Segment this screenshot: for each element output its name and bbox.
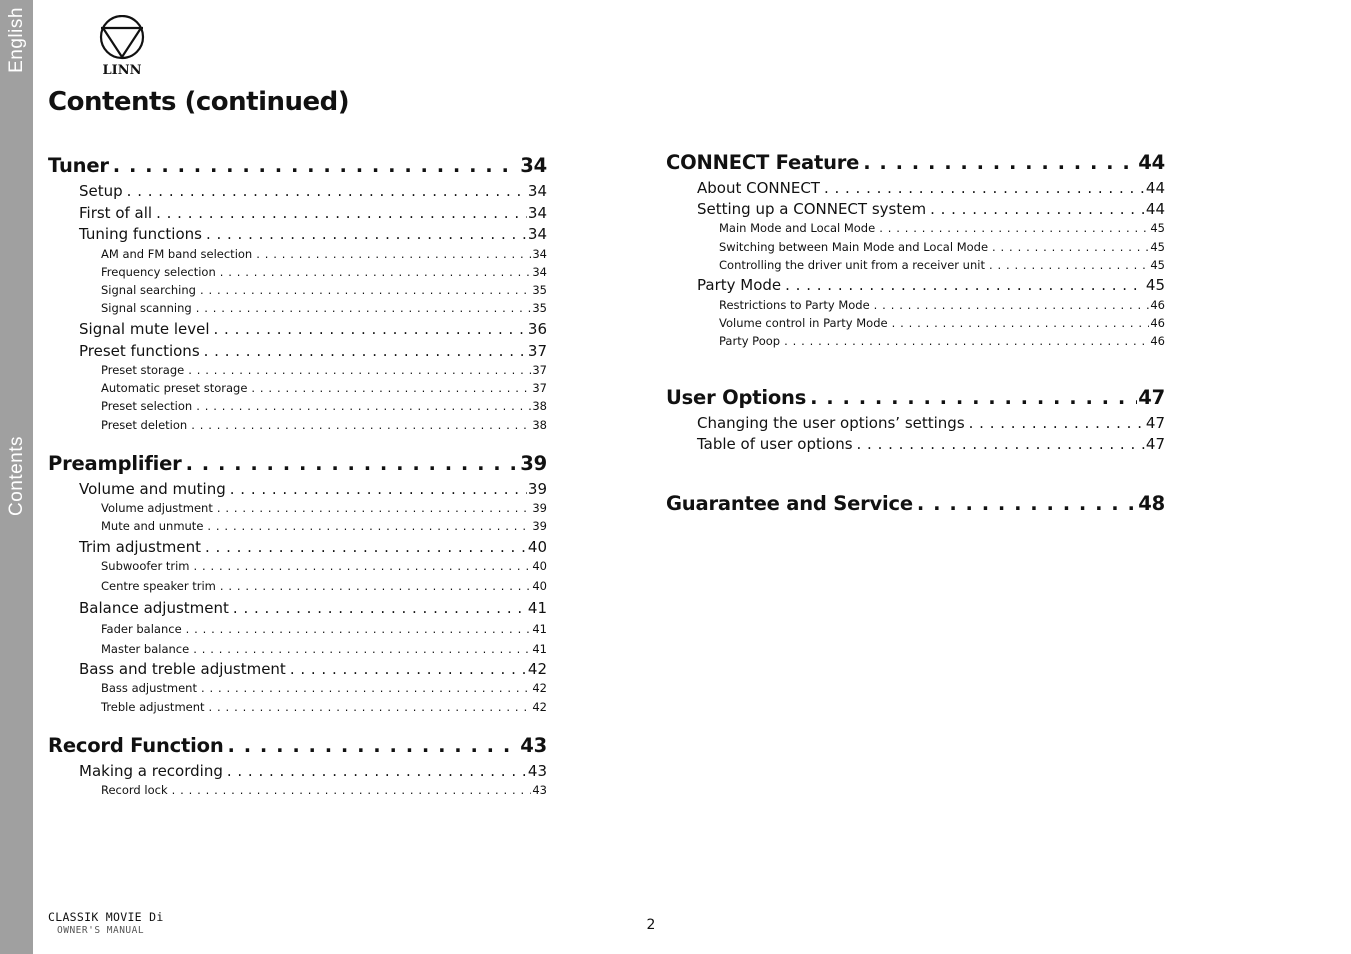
toc-leader-dots	[207, 521, 531, 533]
toc-leader-dots	[196, 303, 532, 315]
toc-page-number: 44	[1145, 179, 1165, 197]
toc-label: Tuning functions	[79, 225, 202, 243]
toc-label: Bass adjustment	[101, 681, 197, 695]
toc-leader-dots	[863, 153, 1137, 173]
toc-page-number: 44	[1145, 200, 1165, 218]
toc-leader-dots	[214, 322, 527, 337]
toc-subentry[interactable]	[101, 365, 547, 377]
toc-leader-dots	[228, 736, 520, 756]
toc-subentry[interactable]	[101, 561, 547, 573]
toc-leader-dots	[204, 344, 527, 359]
toc-label: Guarantee and Service	[666, 492, 913, 515]
toc-leader-dots	[810, 388, 1137, 408]
toc-leader-dots	[785, 278, 1145, 293]
toc-subentry[interactable]	[101, 267, 547, 279]
toc-leader-dots	[191, 420, 531, 432]
toc-label: User Options	[666, 386, 807, 409]
toc-label: Switching between Main Mode and Local Mode	[719, 240, 989, 254]
toc-entry[interactable]	[79, 764, 547, 779]
toc-entry[interactable]	[79, 540, 547, 555]
toc-entry[interactable]	[79, 482, 547, 497]
toc-subentry[interactable]	[101, 702, 547, 714]
toc-subentry[interactable]	[101, 383, 547, 395]
toc-leader-dots	[205, 540, 527, 555]
toc-label: Main Mode and Local Mode	[719, 221, 876, 235]
toc-page-number: 39	[532, 519, 547, 533]
toc-page-number: 47	[1145, 414, 1165, 432]
toc-label: Party Mode	[697, 276, 782, 294]
toc-label: Mute and unmute	[101, 519, 204, 533]
toc-label: Master balance	[101, 642, 190, 656]
toc-subentry[interactable]	[719, 318, 1165, 330]
toc-leader-dots	[201, 683, 531, 695]
toc-leader-dots	[188, 365, 531, 377]
toc-leader-dots	[989, 260, 1149, 272]
toc-label: Changing the user options’ settings	[697, 414, 965, 432]
toc-page-number: 37	[532, 363, 547, 377]
sidebar-tab-language[interactable]: English	[6, 7, 27, 73]
toc-page-number: 47	[1138, 386, 1165, 409]
toc-leader-dots	[127, 184, 527, 199]
toc-leader-dots	[233, 601, 527, 616]
toc-label: Preset functions	[79, 342, 200, 360]
toc-entry[interactable]	[79, 322, 547, 337]
toc-page-number: 39	[527, 480, 547, 498]
toc-subentry[interactable]	[719, 223, 1165, 235]
toc-label: Volume and muting	[79, 480, 226, 498]
toc-label: Volume control in Party Mode	[719, 316, 888, 330]
toc-label: Party Poop	[719, 334, 781, 348]
toc-page-number: 39	[520, 452, 547, 475]
toc-leader-dots	[874, 300, 1150, 312]
toc-leader-dots	[784, 336, 1149, 348]
toc-label: Preset selection	[101, 399, 193, 413]
toc-page-number: 41	[527, 599, 547, 617]
toc-page-number: 43	[520, 734, 547, 757]
toc-leader-dots	[824, 181, 1145, 196]
toc-entry[interactable]	[697, 416, 1165, 431]
toc-leader-dots	[892, 318, 1150, 330]
toc-leader-dots	[969, 416, 1145, 431]
toc-page-number: 34	[527, 204, 547, 222]
toc-leader-dots	[930, 202, 1145, 217]
toc-label: AM and FM band selection	[101, 247, 253, 261]
toc-entry[interactable]	[79, 601, 547, 616]
toc-subentry[interactable]	[101, 785, 547, 797]
toc-page-number: 34	[527, 225, 547, 243]
toc-label: Treble adjustment	[101, 700, 205, 714]
toc-page-number: 35	[532, 301, 547, 315]
toc-entry[interactable]	[697, 278, 1165, 293]
toc-entry[interactable]	[79, 344, 547, 359]
toc-entry[interactable]	[79, 184, 547, 199]
toc-label: Centre speaker trim	[101, 579, 216, 593]
toc-label: Signal mute level	[79, 320, 210, 338]
toc-page-number: 40	[527, 538, 547, 556]
toc-leader-dots	[992, 242, 1149, 254]
toc-subentry[interactable]	[101, 624, 547, 636]
toc-leader-dots	[879, 223, 1149, 235]
toc-leader-dots	[172, 785, 532, 797]
toc-page-number: 45	[1150, 221, 1165, 235]
toc-leader-dots	[200, 285, 531, 297]
toc-label: Fader balance	[101, 622, 182, 636]
toc-label: Trim adjustment	[79, 538, 201, 556]
toc-label: Balance adjustment	[79, 599, 229, 617]
toc-subentry[interactable]	[101, 249, 547, 261]
toc-label: Volume adjustment	[101, 501, 213, 515]
toc-label: Table of user options	[697, 435, 853, 453]
toc-label: Restrictions to Party Mode	[719, 298, 870, 312]
toc-page-number: 34	[532, 265, 547, 279]
page-number: 2	[646, 917, 656, 933]
toc-label: Making a recording	[79, 762, 223, 780]
toc-leader-dots	[230, 482, 527, 497]
toc-page-number: 41	[532, 642, 547, 656]
toc-page-number: 45	[1145, 276, 1165, 294]
toc-page-number: 38	[532, 399, 547, 413]
toc-subentry[interactable]	[101, 521, 547, 533]
toc-label: Setting up a CONNECT system	[697, 200, 927, 218]
toc-page-number: 37	[532, 381, 547, 395]
toc-page-number: 44	[1138, 151, 1165, 174]
toc-label: Record lock	[101, 783, 168, 797]
toc-page-number: 40	[532, 559, 547, 573]
toc-page-number: 47	[1145, 435, 1165, 453]
toc-page-number: 34	[532, 247, 547, 261]
toc-page-number: 41	[532, 622, 547, 636]
toc-page-number: 42	[532, 700, 547, 714]
toc-leader-dots	[256, 249, 531, 261]
toc-page-number: 42	[532, 681, 547, 695]
toc-page-number: 42	[527, 660, 547, 678]
toc-subentry[interactable]	[101, 644, 547, 656]
toc-page-number: 46	[1150, 298, 1165, 312]
toc-section[interactable]	[48, 454, 547, 474]
toc-section[interactable]	[666, 153, 1165, 173]
toc-leader-dots	[917, 494, 1137, 514]
toc-page-number: 46	[1150, 334, 1165, 348]
toc-label: Frequency selection	[101, 265, 216, 279]
toc-label: Preset storage	[101, 363, 185, 377]
logo-text: LINN	[102, 63, 142, 77]
toc-entry[interactable]	[79, 227, 547, 242]
toc-label: Signal scanning	[101, 301, 192, 315]
toc-page-number: 43	[532, 783, 547, 797]
toc-page-number: 36	[527, 320, 547, 338]
toc-subentry[interactable]	[101, 303, 547, 315]
toc-leader-dots	[217, 503, 532, 515]
linn-logo	[97, 15, 147, 77]
toc-page-number: 40	[532, 579, 547, 593]
toc-leader-dots	[193, 644, 531, 656]
toc-section[interactable]	[666, 494, 1165, 514]
toc-page-number: 45	[1150, 258, 1165, 272]
toc-label: Bass and treble adjustment	[79, 660, 286, 678]
toc-label: Controlling the driver unit from a receiver unit	[719, 258, 985, 272]
toc-label: Setup	[79, 182, 123, 200]
toc-subentry[interactable]	[719, 300, 1165, 312]
footer-manual: OWNER'S MANUAL	[57, 925, 145, 936]
toc-entry[interactable]	[697, 202, 1165, 217]
toc-section[interactable]	[48, 736, 547, 756]
toc-page-number: 46	[1150, 316, 1165, 330]
toc-section[interactable]	[666, 388, 1165, 408]
linn-logo-icon	[97, 15, 147, 77]
toc-label: CONNECT Feature	[666, 151, 860, 174]
toc-label: Record Function	[48, 734, 224, 757]
toc-label: About CONNECT	[697, 179, 820, 197]
toc-leader-dots	[186, 624, 532, 636]
toc-subentry[interactable]	[101, 401, 547, 413]
toc-label: Preset deletion	[101, 418, 188, 432]
toc-page-number: 39	[532, 501, 547, 515]
toc-leader-dots	[251, 383, 531, 395]
toc-entry[interactable]	[79, 206, 547, 221]
toc-page-number: 43	[527, 762, 547, 780]
page-title: Contents (continued)	[48, 87, 350, 117]
sidebar-tab-contents[interactable]: Contents	[6, 435, 27, 517]
toc-label: Tuner	[48, 154, 109, 177]
toc-leader-dots	[209, 702, 532, 714]
toc-page-number: 45	[1150, 240, 1165, 254]
toc-page-number: 34	[527, 182, 547, 200]
toc-page-number: 34	[520, 154, 547, 177]
toc-entry[interactable]	[79, 662, 547, 677]
toc-entry[interactable]	[697, 181, 1165, 196]
toc-leader-dots	[113, 156, 519, 176]
toc-page-number: 37	[527, 342, 547, 360]
toc-label: Preamplifier	[48, 452, 182, 475]
sidebar	[0, 0, 33, 954]
toc-subentry[interactable]	[719, 242, 1165, 254]
toc-leader-dots	[290, 662, 527, 677]
toc-subentry[interactable]	[101, 581, 547, 593]
toc-label: Automatic preset storage	[101, 381, 248, 395]
toc-subentry[interactable]	[719, 336, 1165, 348]
toc-page-number: 35	[532, 283, 547, 297]
toc-subentry[interactable]	[101, 503, 547, 515]
toc-subentry[interactable]	[101, 683, 547, 695]
toc-section[interactable]	[48, 156, 547, 176]
toc-leader-dots	[194, 561, 532, 573]
toc-leader-dots	[220, 581, 531, 593]
footer-model: CLASSIK MOVIE Di	[48, 910, 164, 924]
toc-subentry[interactable]	[101, 420, 547, 432]
toc-page-number: 38	[532, 418, 547, 432]
toc-subentry[interactable]	[101, 285, 547, 297]
toc-leader-dots	[186, 454, 520, 474]
toc-entry[interactable]	[697, 437, 1165, 452]
toc-leader-dots	[206, 227, 527, 242]
toc-leader-dots	[196, 401, 531, 413]
toc-leader-dots	[156, 206, 527, 221]
toc-leader-dots	[220, 267, 532, 279]
toc-label: Signal searching	[101, 283, 196, 297]
toc-label: Subwoofer trim	[101, 559, 190, 573]
toc-leader-dots	[857, 437, 1145, 452]
toc-page-number: 48	[1138, 492, 1165, 515]
toc-subentry[interactable]	[719, 260, 1165, 272]
toc-label: First of all	[79, 204, 153, 222]
toc-leader-dots	[227, 764, 527, 779]
